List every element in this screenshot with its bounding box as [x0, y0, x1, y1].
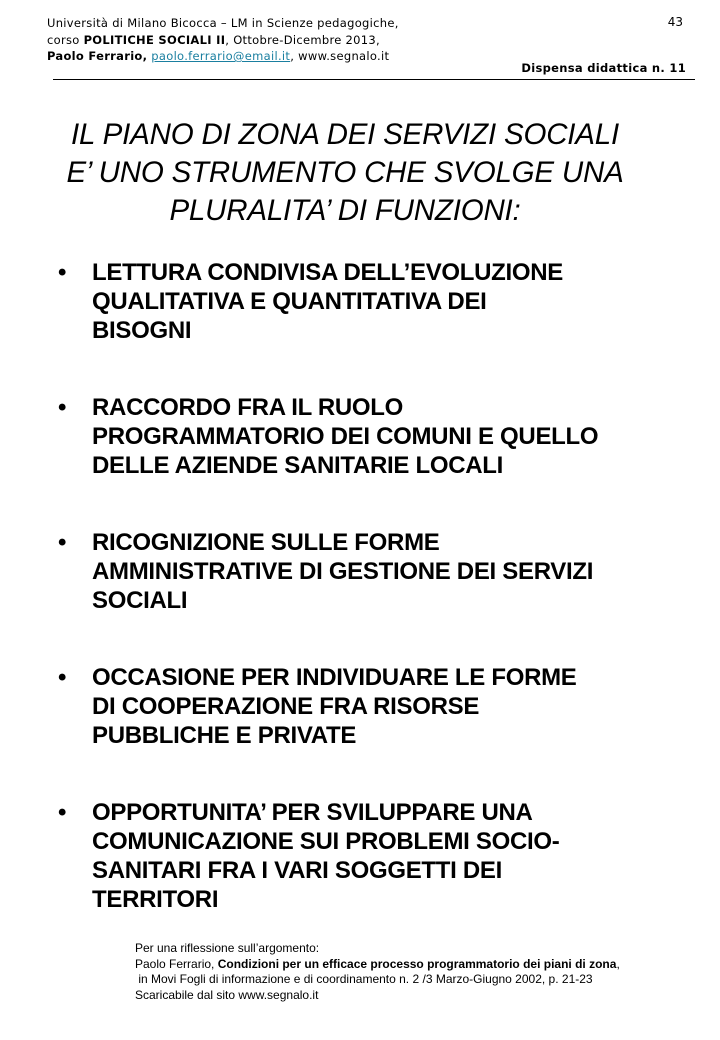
list-item-line: BISOGNI	[92, 317, 192, 344]
footnote-source: in Movi Fogli di informazione e di coordinamento n. 2 /3 Marzo-Giugno 2002, p. 21-23	[135, 972, 593, 986]
footnote-intro: Per una riflessione sull’argomento:	[135, 941, 320, 955]
list-item	[58, 663, 708, 798]
list-item-line: PUBBLICHE E PRIVATE	[92, 722, 357, 749]
list-item-line: QUALITATIVA E QUANTITATIVA DEI	[92, 288, 487, 315]
footnote-comma: ,	[616, 956, 620, 971]
title-line: PLURALITA’ DI FUNZIONI:	[169, 194, 521, 227]
header-course-prefix: corso	[47, 32, 84, 47]
header-course-line	[47, 32, 399, 49]
footnote-download: Scaricabile dal sito www.segnalo.it	[135, 987, 319, 1002]
list-item	[58, 393, 708, 528]
dispensa-label: Dispensa didattica n. 11	[521, 61, 686, 75]
footnote-author: Paolo Ferrario,	[135, 956, 218, 971]
bullet-marker: •	[58, 394, 67, 421]
list-item	[58, 528, 708, 663]
list-item-line: AMMINISTRATIVE DI GESTIONE DEI SERVIZI	[92, 558, 594, 585]
bullet-marker: •	[58, 529, 67, 556]
title-line: E’ UNO STRUMENTO CHE SVOLGE UNA	[66, 156, 624, 189]
list-item-line: LETTURA CONDIVISA DELL’EVOLUZIONE	[92, 259, 564, 286]
footnote-reference	[135, 957, 620, 973]
page-number: 43	[667, 15, 683, 29]
bullet-marker: •	[58, 259, 67, 286]
list-item-line: OPPORTUNITA’ PER SVILUPPARE UNA	[92, 799, 533, 826]
list-item	[58, 258, 708, 393]
bullet-marker: •	[58, 799, 67, 826]
header-separator: ,	[290, 49, 295, 63]
header-divider	[53, 79, 695, 80]
list-item-line: COMUNICAZIONE SUI PROBLEMI SOCIO-	[92, 828, 560, 855]
title-line: IL PIANO DI ZONA DEI SERVIZI SOCIALI	[71, 118, 619, 151]
list-item-line: PROGRAMMATORIO DEI COMUNI E QUELLO	[92, 423, 599, 450]
header-author-line	[47, 48, 399, 65]
footnote-article-title: Condizioni per un efficace processo programmatorio dei piani di zona	[217, 956, 617, 971]
footnote	[135, 941, 620, 1003]
list-item-line: TERRITORI	[92, 886, 219, 913]
list-item	[58, 798, 708, 933]
list-item-line: DI COOPERAZIONE FRA RISORSE	[92, 693, 480, 720]
functions-list	[58, 258, 708, 933]
header-course-dates: , Ottobre-Dicembre 2013,	[225, 32, 380, 47]
list-item-line: SOCIALI	[92, 587, 188, 614]
bullet-marker: •	[58, 664, 67, 691]
header-author: Paolo Ferrario,	[47, 49, 148, 63]
list-item-line: SANITARI FRA I VARI SOGGETTI DEI	[92, 857, 502, 884]
header-university-line: Università di Milano Bicocca – LM in Scienze pedagogiche,	[47, 16, 399, 30]
author-email-link[interactable]: paolo.ferrario@email.it	[151, 49, 291, 63]
list-item-line: OCCASIONE PER INDIVIDUARE LE FORME	[92, 664, 577, 691]
page-header	[47, 15, 399, 65]
header-course-name: POLITICHE SOCIALI II	[83, 32, 226, 47]
list-item-line: DELLE AZIENDE SANITARIE LOCALI	[92, 452, 504, 479]
page-title	[0, 116, 690, 230]
header-website: www.segnalo.it	[298, 49, 390, 63]
list-item-line: RICOGNIZIONE SULLE FORME	[92, 529, 440, 556]
list-item-line: RACCORDO FRA IL RUOLO	[92, 394, 404, 421]
